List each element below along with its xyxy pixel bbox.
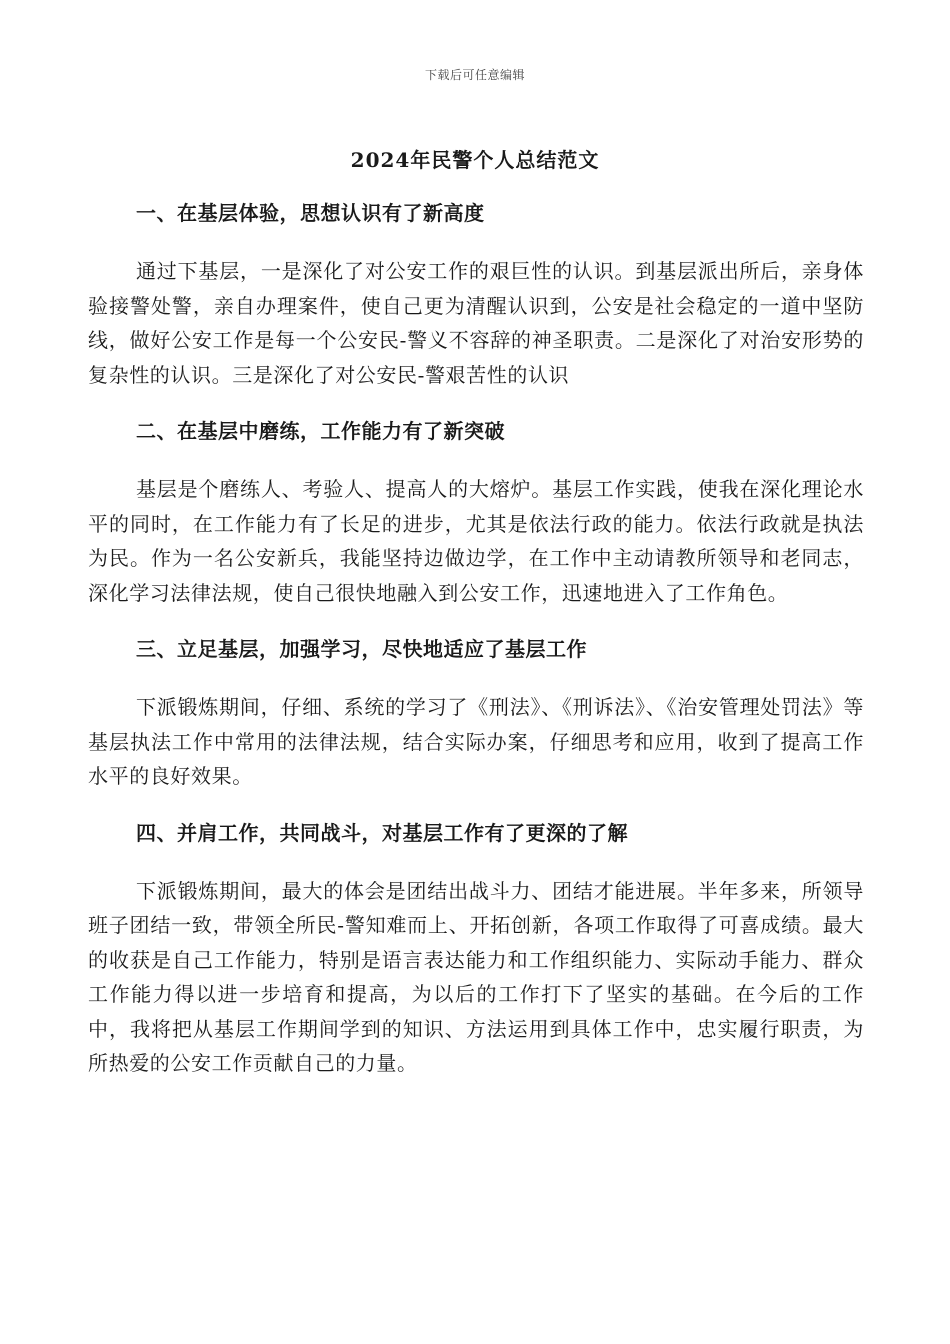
section-2 — [88, 418, 864, 610]
section-heading: 四、并肩工作，共同战斗，对基层工作有了更深的了解 — [136, 820, 628, 845]
section-paragraph: 基层是个磨练人、考验人、提高人的大熔炉。基层工作实践，使我在深化理论水平的同时，在工作能力有了长足的进步，尤其是依法行政的能力。依法行政就是执法为民。作为一名公安新兵，我能坚持边做边学，在工作中主动请教所领导和老同志，深化学习法律法规，使自己很快地融入到公安工作，迅速地进入了工作角色。 — [88, 477, 864, 605]
section-paragraph: 通过下基层，一是深化了对公安工作的艰巨性的认识。到基层派出所后，亲身体验接警处警，亲自办理案件，使自己更为清醒认识到，公安是社会稳定的一道中坚防线，做好公安工作是每一个公安民-警义不容辞的神圣职责。二是深化了对治安形势的复杂性的认识。三是深化了对公安民-警艰苦性的认识 — [88, 259, 864, 387]
section-heading: 一、在基层体验，思想认识有了新高度 — [136, 201, 485, 225]
section-heading: 三、立足基层，加强学习，尽快地适应了基层工作 — [136, 637, 587, 661]
section-4 — [88, 820, 864, 1081]
document-title: 2024年民警个人总结范文 — [350, 148, 600, 172]
section-3 — [88, 636, 864, 794]
section-paragraph: 下派锻炼期间，最大的体会是团结出战斗力、团结才能进展。半年多来，所领导班子团结一致，带领全所民-警知难而上、开拓创新，各项工作取得了可喜成绩。最大的收获是自己工作能力，特别是语言表达能力和工作组织能力、实际动手能力、群众工作能力得以进一步培育和提高，为以后的工作打下了坚实的基础。在今后的工作中，我将把从基层工作期间学到的知识、方法运用到具体工作中，忠实履行职责，为所热爱的公安工作贡献自己的力量。 — [88, 878, 864, 1075]
section-paragraph: 下派锻炼期间，仔细、系统的学习了《刑法》、《刑诉法》、《治安管理处罚法》等基层执法工作中常用的法律法规，结合实际办案，仔细思考和应用，收到了提高工作水平的良好效果。 — [88, 695, 864, 788]
section-1 — [88, 200, 864, 392]
section-heading: 二、在基层中磨练，工作能力有了新突破 — [136, 419, 505, 443]
document-body — [88, 174, 864, 1081]
header-note: 下载后可任意编辑 — [424, 68, 525, 82]
